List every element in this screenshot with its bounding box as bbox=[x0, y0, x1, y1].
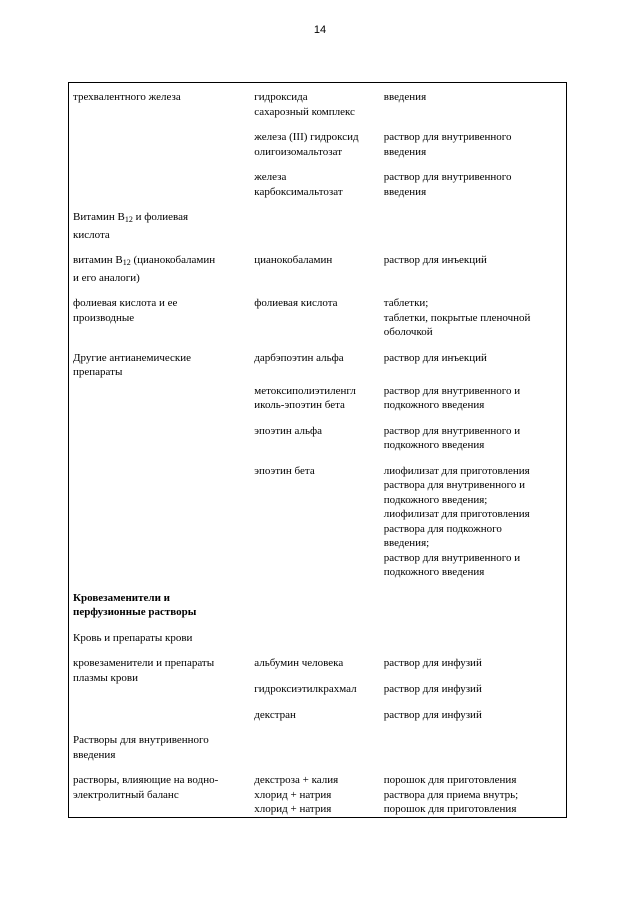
table-row bbox=[69, 130, 566, 159]
table-row bbox=[69, 708, 566, 723]
drug-name-cell: железа (III) гидроксид олигоизомальтозат bbox=[254, 131, 359, 158]
table-row bbox=[69, 90, 566, 119]
atc-group-cell: Другие антианемические препараты bbox=[73, 351, 192, 378]
table-body bbox=[69, 83, 566, 817]
atc-group-cell: кровезаменители и препараты плазмы крови bbox=[73, 657, 215, 684]
atc-group-cell bbox=[69, 384, 251, 413]
table-row bbox=[69, 424, 566, 453]
table-row bbox=[69, 384, 566, 413]
drug-name-cell: декстроза + калия хлорид + натрия хлорид + натрия bbox=[254, 774, 339, 815]
table-row bbox=[69, 253, 566, 285]
dosage-form-cell: раствор для инфузий bbox=[383, 683, 482, 695]
atc-group-cell bbox=[69, 424, 251, 453]
table-row bbox=[69, 733, 566, 762]
drug-name-cell: метоксиполиэтиленгл иколь-эпоэтин бета bbox=[254, 384, 356, 411]
table-row bbox=[69, 682, 566, 697]
atc-group-cell: Кровь и препараты крови bbox=[73, 631, 193, 644]
drug-name-cell bbox=[251, 210, 380, 242]
table-row bbox=[69, 631, 566, 646]
dosage-form-cell: порошок для приготовления раствора для приема внутрь; порошок для приготовления bbox=[383, 774, 519, 815]
drug-name-cell: альбумин человека bbox=[254, 657, 344, 669]
page-number: 14 bbox=[313, 24, 327, 36]
dosage-form-cell: раствор для инфузий bbox=[383, 657, 482, 669]
atc-group-cell: Растворы для внутривенного введения bbox=[73, 734, 209, 761]
table-row bbox=[69, 591, 566, 620]
drug-name-cell: дарбэпоэтин альфа bbox=[254, 351, 344, 364]
atc-group-cell: фолиевая кислота и ее производные bbox=[73, 297, 178, 324]
table-row bbox=[69, 296, 566, 340]
dosage-form-cell: раствор для инфузий bbox=[383, 708, 482, 721]
dosage-form-cell: таблетки; таблетки, покрытые пленочной оболочкой bbox=[383, 297, 531, 338]
table-row bbox=[69, 656, 566, 685]
table-row bbox=[69, 464, 566, 580]
atc-group-cell bbox=[69, 708, 251, 723]
table-row bbox=[69, 170, 566, 199]
drug-name-cell bbox=[251, 631, 380, 646]
dosage-form-cell bbox=[381, 591, 566, 620]
dosage-form-cell: раствор для внутривенного введения bbox=[383, 171, 512, 198]
atc-group-cell: трехвалентного железа bbox=[73, 91, 181, 103]
dosage-form-cell: раствор для внутривенного и подкожного введения bbox=[383, 384, 521, 411]
table-row bbox=[69, 351, 566, 380]
dosage-form-cell: введения bbox=[383, 91, 427, 103]
drug-name-cell: фолиевая кислота bbox=[254, 297, 338, 309]
atc-group-cell: растворы, влияющие на водно- электролитный баланс bbox=[73, 774, 219, 801]
atc-group-cell: Витамин $B_{12}$ и фолиевая кислота bbox=[73, 211, 189, 241]
dosage-form-cell: раствор для внутривенного введения bbox=[383, 131, 512, 158]
dosage-form-cell: раствор для инъекций bbox=[383, 351, 487, 364]
table-row bbox=[69, 210, 566, 242]
drug-name-cell bbox=[251, 591, 380, 620]
drug-name-cell: гидроксиэтилкрахмал bbox=[254, 683, 357, 695]
atc-group-cell: Кровезаменители и перфузионные растворы bbox=[73, 591, 197, 618]
dosage-form-cell bbox=[381, 210, 566, 242]
drug-name-cell: железа карбоксимальтозат bbox=[254, 171, 343, 198]
dosage-form-cell: раствор для внутривенного и подкожного введения bbox=[383, 424, 521, 451]
drug-table bbox=[68, 82, 567, 818]
dosage-form-cell: раствор для инъекций bbox=[383, 254, 487, 266]
atc-group-cell bbox=[69, 464, 251, 580]
dosage-form-cell bbox=[381, 631, 566, 646]
drug-name-cell: эпоэтин альфа bbox=[254, 424, 323, 437]
atc-group-cell bbox=[69, 170, 251, 199]
table-row bbox=[69, 773, 566, 817]
drug-name-cell bbox=[251, 733, 380, 762]
atc-group-cell bbox=[69, 682, 251, 697]
atc-group-cell: витамин $B_{12}$ (цианокобаламин и его аналоги) bbox=[73, 254, 216, 284]
dosage-form-cell bbox=[381, 733, 566, 762]
atc-group-cell bbox=[69, 130, 251, 159]
drug-name-cell: декстран bbox=[254, 708, 296, 721]
drug-name-cell: цианокобаламин bbox=[254, 254, 333, 266]
drug-name-cell: гидроксида сахарозный комплекс bbox=[254, 91, 355, 118]
drug-name-cell: эпоэтин бета bbox=[254, 464, 315, 477]
dosage-form-cell: лиофилизат для приготовления раствора для внутривенного и подкожного введения; лиофилизат для приготовления раствора для подкожного введения; раствор для внутривенного и подкожного введения bbox=[383, 464, 530, 578]
